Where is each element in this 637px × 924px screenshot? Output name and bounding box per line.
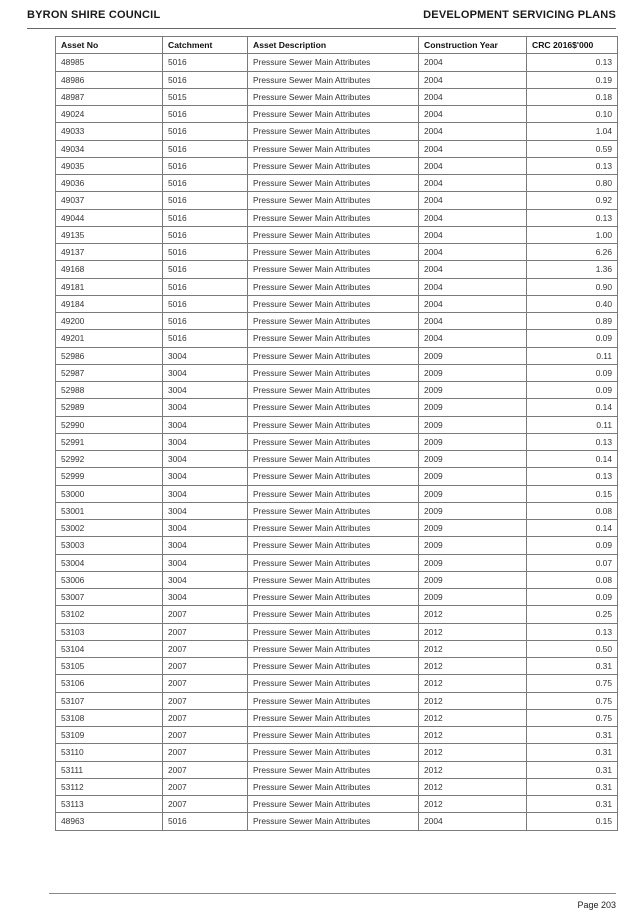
crc-cell: 6.26 (527, 244, 618, 261)
table-row (56, 88, 618, 105)
table-row (56, 485, 618, 502)
construction-year-cell: 2009 (419, 451, 527, 468)
crc-cell: 0.13 (527, 433, 618, 450)
construction-year-cell: 2004 (419, 330, 527, 347)
asset-no-cell: 49181 (56, 278, 163, 295)
crc-cell: 0.19 (527, 71, 618, 88)
asset-description-cell: Pressure Sewer Main Attributes (248, 451, 419, 468)
catchment-cell: 3004 (163, 502, 248, 519)
asset-no-cell: 49201 (56, 330, 163, 347)
asset-no-cell: 49200 (56, 313, 163, 330)
table-row (56, 554, 618, 571)
asset-no-cell: 49035 (56, 157, 163, 174)
construction-year-cell: 2004 (419, 88, 527, 105)
construction-year-cell: 2004 (419, 106, 527, 123)
construction-year-cell: 2009 (419, 399, 527, 416)
asset-description-cell: Pressure Sewer Main Attributes (248, 502, 419, 519)
asset-no-cell: 53110 (56, 744, 163, 761)
asset-description-cell: Pressure Sewer Main Attributes (248, 640, 419, 657)
construction-year-cell: 2004 (419, 175, 527, 192)
table-row (56, 727, 618, 744)
table-row (56, 744, 618, 761)
construction-year-cell: 2012 (419, 727, 527, 744)
table-row (56, 382, 618, 399)
crc-cell: 0.08 (527, 571, 618, 588)
construction-year-cell: 2004 (419, 123, 527, 140)
asset-no-cell: 53113 (56, 796, 163, 813)
asset-description-cell: Pressure Sewer Main Attributes (248, 485, 419, 502)
crc-cell: 0.14 (527, 520, 618, 537)
table-row (56, 537, 618, 554)
construction-year-cell: 2009 (419, 468, 527, 485)
crc-cell: 0.25 (527, 606, 618, 623)
catchment-cell: 3004 (163, 554, 248, 571)
column-header-asset-description: Asset Description (248, 37, 419, 54)
construction-year-cell: 2004 (419, 226, 527, 243)
asset-description-cell: Pressure Sewer Main Attributes (248, 709, 419, 726)
catchment-cell: 2007 (163, 761, 248, 778)
crc-cell: 0.31 (527, 658, 618, 675)
asset-no-cell: 53104 (56, 640, 163, 657)
construction-year-cell: 2004 (419, 192, 527, 209)
asset-description-cell: Pressure Sewer Main Attributes (248, 123, 419, 140)
construction-year-cell: 2004 (419, 71, 527, 88)
crc-cell: 0.80 (527, 175, 618, 192)
asset-no-cell: 49135 (56, 226, 163, 243)
asset-no-cell: 48985 (56, 54, 163, 71)
crc-cell: 0.10 (527, 106, 618, 123)
catchment-cell: 5016 (163, 140, 248, 157)
footer-divider (49, 893, 616, 894)
table-row (56, 226, 618, 243)
construction-year-cell: 2009 (419, 537, 527, 554)
crc-cell: 0.31 (527, 761, 618, 778)
crc-cell: 0.15 (527, 813, 618, 830)
asset-description-cell: Pressure Sewer Main Attributes (248, 382, 419, 399)
catchment-cell: 2007 (163, 658, 248, 675)
table-row (56, 157, 618, 174)
asset-no-cell: 49184 (56, 295, 163, 312)
catchment-cell: 2007 (163, 675, 248, 692)
construction-year-cell: 2004 (419, 157, 527, 174)
asset-no-cell: 49033 (56, 123, 163, 140)
asset-description-cell: Pressure Sewer Main Attributes (248, 778, 419, 795)
construction-year-cell: 2009 (419, 347, 527, 364)
construction-year-cell: 2009 (419, 589, 527, 606)
asset-description-cell: Pressure Sewer Main Attributes (248, 399, 419, 416)
table-row (56, 761, 618, 778)
asset-description-cell: Pressure Sewer Main Attributes (248, 813, 419, 830)
construction-year-cell: 2012 (419, 640, 527, 657)
document-title: DEVELOPMENT SERVICING PLANS (423, 9, 616, 21)
asset-no-cell: 49034 (56, 140, 163, 157)
catchment-cell: 3004 (163, 433, 248, 450)
table-row (56, 606, 618, 623)
construction-year-cell: 2004 (419, 813, 527, 830)
asset-description-cell: Pressure Sewer Main Attributes (248, 571, 419, 588)
table-row (56, 416, 618, 433)
asset-description-cell: Pressure Sewer Main Attributes (248, 433, 419, 450)
construction-year-cell: 2012 (419, 623, 527, 640)
asset-description-cell: Pressure Sewer Main Attributes (248, 175, 419, 192)
catchment-cell: 5016 (163, 157, 248, 174)
catchment-cell: 5016 (163, 278, 248, 295)
asset-description-cell: Pressure Sewer Main Attributes (248, 244, 419, 261)
table-row (56, 589, 618, 606)
asset-no-cell: 49044 (56, 209, 163, 226)
catchment-cell: 2007 (163, 709, 248, 726)
asset-no-cell: 52988 (56, 382, 163, 399)
asset-no-cell: 53007 (56, 589, 163, 606)
construction-year-cell: 2009 (419, 416, 527, 433)
asset-description-cell: Pressure Sewer Main Attributes (248, 589, 419, 606)
catchment-cell: 5016 (163, 813, 248, 830)
catchment-cell: 5016 (163, 313, 248, 330)
construction-year-cell: 2009 (419, 433, 527, 450)
crc-cell: 0.14 (527, 451, 618, 468)
construction-year-cell: 2012 (419, 658, 527, 675)
catchment-cell: 3004 (163, 520, 248, 537)
asset-no-cell: 49024 (56, 106, 163, 123)
table-row (56, 278, 618, 295)
catchment-cell: 3004 (163, 468, 248, 485)
asset-description-cell: Pressure Sewer Main Attributes (248, 623, 419, 640)
crc-cell: 0.13 (527, 157, 618, 174)
column-header-asset-no: Asset No (56, 37, 163, 54)
asset-no-cell: 53112 (56, 778, 163, 795)
crc-cell: 0.09 (527, 382, 618, 399)
table-body (56, 54, 618, 830)
table-row (56, 623, 618, 640)
asset-description-cell: Pressure Sewer Main Attributes (248, 330, 419, 347)
asset-no-cell: 48986 (56, 71, 163, 88)
asset-description-cell: Pressure Sewer Main Attributes (248, 658, 419, 675)
catchment-cell: 5016 (163, 295, 248, 312)
asset-description-cell: Pressure Sewer Main Attributes (248, 209, 419, 226)
catchment-cell: 5016 (163, 123, 248, 140)
asset-no-cell: 52986 (56, 347, 163, 364)
crc-cell: 1.00 (527, 226, 618, 243)
crc-cell: 0.15 (527, 485, 618, 502)
crc-cell: 0.08 (527, 502, 618, 519)
crc-cell: 0.75 (527, 709, 618, 726)
table-row (56, 520, 618, 537)
asset-description-cell: Pressure Sewer Main Attributes (248, 54, 419, 71)
asset-no-cell: 52992 (56, 451, 163, 468)
table-row (56, 692, 618, 709)
catchment-cell: 2007 (163, 778, 248, 795)
catchment-cell: 3004 (163, 589, 248, 606)
catchment-cell: 5016 (163, 209, 248, 226)
table-row (56, 502, 618, 519)
asset-table (55, 36, 618, 831)
catchment-cell: 3004 (163, 347, 248, 364)
asset-no-cell: 52991 (56, 433, 163, 450)
construction-year-cell: 2009 (419, 554, 527, 571)
table-row (56, 313, 618, 330)
crc-cell: 0.59 (527, 140, 618, 157)
crc-cell: 1.04 (527, 123, 618, 140)
asset-no-cell: 53106 (56, 675, 163, 692)
asset-description-cell: Pressure Sewer Main Attributes (248, 278, 419, 295)
asset-description-cell: Pressure Sewer Main Attributes (248, 106, 419, 123)
asset-description-cell: Pressure Sewer Main Attributes (248, 468, 419, 485)
construction-year-cell: 2004 (419, 295, 527, 312)
crc-cell: 0.31 (527, 744, 618, 761)
crc-cell: 0.13 (527, 54, 618, 71)
asset-description-cell: Pressure Sewer Main Attributes (248, 313, 419, 330)
crc-cell: 0.13 (527, 623, 618, 640)
asset-no-cell: 53111 (56, 761, 163, 778)
table-row (56, 796, 618, 813)
construction-year-cell: 2004 (419, 209, 527, 226)
catchment-cell: 2007 (163, 744, 248, 761)
catchment-cell: 5016 (163, 175, 248, 192)
catchment-cell: 5016 (163, 71, 248, 88)
asset-description-cell: Pressure Sewer Main Attributes (248, 692, 419, 709)
crc-cell: 0.31 (527, 778, 618, 795)
table-row (56, 709, 618, 726)
construction-year-cell: 2012 (419, 692, 527, 709)
asset-description-cell: Pressure Sewer Main Attributes (248, 347, 419, 364)
table-row (56, 71, 618, 88)
asset-description-cell: Pressure Sewer Main Attributes (248, 727, 419, 744)
catchment-cell: 3004 (163, 485, 248, 502)
column-header-crc: CRC 2016$'000 (527, 37, 618, 54)
page-number: Page 203 (577, 900, 616, 910)
catchment-cell: 5016 (163, 192, 248, 209)
table-row (56, 399, 618, 416)
crc-cell: 0.13 (527, 209, 618, 226)
asset-description-cell: Pressure Sewer Main Attributes (248, 554, 419, 571)
crc-cell: 0.40 (527, 295, 618, 312)
crc-cell: 0.92 (527, 192, 618, 209)
construction-year-cell: 2009 (419, 485, 527, 502)
asset-description-cell: Pressure Sewer Main Attributes (248, 761, 419, 778)
asset-no-cell: 53002 (56, 520, 163, 537)
asset-no-cell: 49037 (56, 192, 163, 209)
crc-cell: 0.11 (527, 416, 618, 433)
crc-cell: 0.31 (527, 796, 618, 813)
asset-no-cell: 49036 (56, 175, 163, 192)
construction-year-cell: 2012 (419, 796, 527, 813)
crc-cell: 0.75 (527, 692, 618, 709)
catchment-cell: 2007 (163, 727, 248, 744)
column-header-catchment: Catchment (163, 37, 248, 54)
asset-description-cell: Pressure Sewer Main Attributes (248, 295, 419, 312)
construction-year-cell: 2009 (419, 520, 527, 537)
asset-no-cell: 53103 (56, 623, 163, 640)
crc-cell: 0.89 (527, 313, 618, 330)
table-row (56, 468, 618, 485)
catchment-cell: 2007 (163, 692, 248, 709)
asset-description-cell: Pressure Sewer Main Attributes (248, 88, 419, 105)
asset-no-cell: 52990 (56, 416, 163, 433)
construction-year-cell: 2009 (419, 382, 527, 399)
asset-no-cell: 52989 (56, 399, 163, 416)
crc-cell: 0.13 (527, 468, 618, 485)
catchment-cell: 5016 (163, 244, 248, 261)
catchment-cell: 3004 (163, 451, 248, 468)
construction-year-cell: 2012 (419, 744, 527, 761)
asset-no-cell: 48987 (56, 88, 163, 105)
asset-description-cell: Pressure Sewer Main Attributes (248, 416, 419, 433)
catchment-cell: 5016 (163, 330, 248, 347)
catchment-cell: 2007 (163, 606, 248, 623)
asset-description-cell: Pressure Sewer Main Attributes (248, 606, 419, 623)
catchment-cell: 2007 (163, 623, 248, 640)
column-header-construction-year: Construction Year (419, 37, 527, 54)
construction-year-cell: 2012 (419, 778, 527, 795)
asset-no-cell: 53108 (56, 709, 163, 726)
asset-description-cell: Pressure Sewer Main Attributes (248, 520, 419, 537)
construction-year-cell: 2012 (419, 761, 527, 778)
construction-year-cell: 2012 (419, 709, 527, 726)
catchment-cell: 3004 (163, 416, 248, 433)
council-name: BYRON SHIRE COUNCIL (27, 9, 161, 21)
construction-year-cell: 2004 (419, 261, 527, 278)
table-row (56, 347, 618, 364)
table-row (56, 209, 618, 226)
asset-description-cell: Pressure Sewer Main Attributes (248, 537, 419, 554)
asset-no-cell: 48963 (56, 813, 163, 830)
asset-no-cell: 53105 (56, 658, 163, 675)
asset-no-cell: 53000 (56, 485, 163, 502)
construction-year-cell: 2004 (419, 244, 527, 261)
asset-description-cell: Pressure Sewer Main Attributes (248, 744, 419, 761)
construction-year-cell: 2009 (419, 571, 527, 588)
table-row (56, 571, 618, 588)
asset-no-cell: 52987 (56, 364, 163, 381)
table-header-row (56, 37, 618, 54)
table-row (56, 244, 618, 261)
crc-cell: 0.09 (527, 330, 618, 347)
table-row (56, 778, 618, 795)
catchment-cell: 5016 (163, 106, 248, 123)
asset-no-cell: 52999 (56, 468, 163, 485)
table-row (56, 658, 618, 675)
construction-year-cell: 2004 (419, 54, 527, 71)
construction-year-cell: 2004 (419, 278, 527, 295)
asset-no-cell: 49168 (56, 261, 163, 278)
catchment-cell: 3004 (163, 364, 248, 381)
construction-year-cell: 2004 (419, 313, 527, 330)
asset-no-cell: 53006 (56, 571, 163, 588)
crc-cell: 1.36 (527, 261, 618, 278)
construction-year-cell: 2004 (419, 140, 527, 157)
crc-cell: 0.50 (527, 640, 618, 657)
table-row (56, 261, 618, 278)
construction-year-cell: 2009 (419, 502, 527, 519)
table-row (56, 675, 618, 692)
table-row (56, 364, 618, 381)
table-row (56, 813, 618, 830)
construction-year-cell: 2009 (419, 364, 527, 381)
asset-no-cell: 53109 (56, 727, 163, 744)
asset-no-cell: 53102 (56, 606, 163, 623)
asset-description-cell: Pressure Sewer Main Attributes (248, 796, 419, 813)
asset-description-cell: Pressure Sewer Main Attributes (248, 364, 419, 381)
asset-description-cell: Pressure Sewer Main Attributes (248, 226, 419, 243)
catchment-cell: 2007 (163, 796, 248, 813)
asset-description-cell: Pressure Sewer Main Attributes (248, 71, 419, 88)
crc-cell: 0.31 (527, 727, 618, 744)
catchment-cell: 3004 (163, 537, 248, 554)
asset-description-cell: Pressure Sewer Main Attributes (248, 192, 419, 209)
table-row (56, 106, 618, 123)
table-row (56, 192, 618, 209)
construction-year-cell: 2012 (419, 675, 527, 692)
catchment-cell: 5016 (163, 261, 248, 278)
table-row (56, 140, 618, 157)
table-row (56, 451, 618, 468)
catchment-cell: 3004 (163, 382, 248, 399)
asset-description-cell: Pressure Sewer Main Attributes (248, 675, 419, 692)
catchment-cell: 3004 (163, 571, 248, 588)
crc-cell: 0.09 (527, 589, 618, 606)
asset-no-cell: 53003 (56, 537, 163, 554)
catchment-cell: 5016 (163, 54, 248, 71)
crc-cell: 0.09 (527, 537, 618, 554)
table-row (56, 175, 618, 192)
asset-no-cell: 53004 (56, 554, 163, 571)
crc-cell: 0.14 (527, 399, 618, 416)
asset-no-cell: 49137 (56, 244, 163, 261)
asset-description-cell: Pressure Sewer Main Attributes (248, 157, 419, 174)
table-row (56, 295, 618, 312)
table-row (56, 640, 618, 657)
table-row (56, 54, 618, 71)
crc-cell: 0.18 (527, 88, 618, 105)
catchment-cell: 3004 (163, 399, 248, 416)
header-divider (27, 28, 616, 29)
construction-year-cell: 2012 (419, 606, 527, 623)
table-row (56, 433, 618, 450)
asset-no-cell: 53107 (56, 692, 163, 709)
catchment-cell: 5015 (163, 88, 248, 105)
crc-cell: 0.75 (527, 675, 618, 692)
crc-cell: 0.11 (527, 347, 618, 364)
asset-no-cell: 53001 (56, 502, 163, 519)
catchment-cell: 5016 (163, 226, 248, 243)
catchment-cell: 2007 (163, 640, 248, 657)
asset-description-cell: Pressure Sewer Main Attributes (248, 140, 419, 157)
asset-description-cell: Pressure Sewer Main Attributes (248, 261, 419, 278)
table-row (56, 330, 618, 347)
crc-cell: 0.09 (527, 364, 618, 381)
crc-cell: 0.90 (527, 278, 618, 295)
table-row (56, 123, 618, 140)
crc-cell: 0.07 (527, 554, 618, 571)
